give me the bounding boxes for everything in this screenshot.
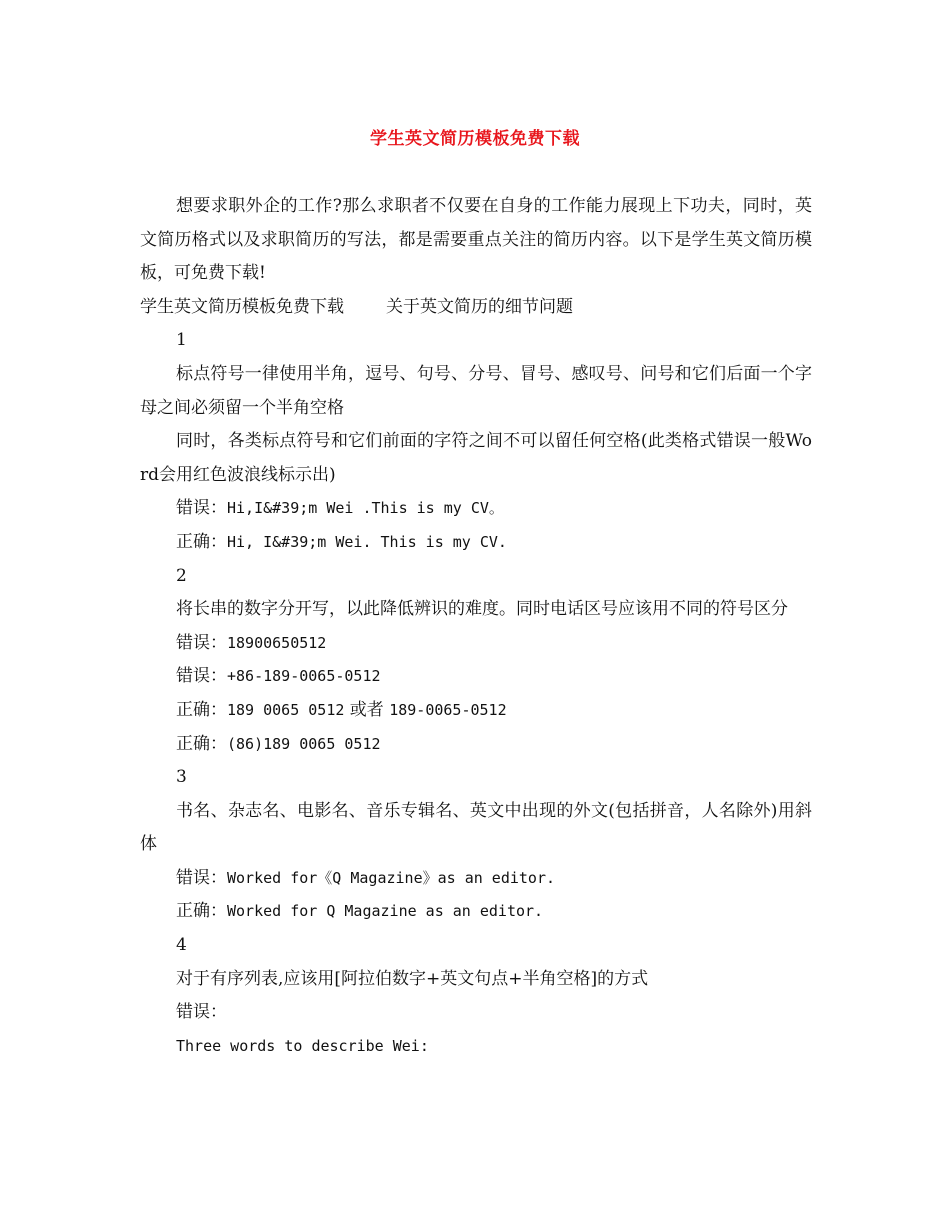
subtitle-gap [344, 291, 386, 325]
s1-right-example: Hi, I&#39;m Wei. This is my CV. [227, 532, 507, 551]
s3-wrong-line [140, 862, 812, 896]
s4-rule: 对于有序列表,应该用[阿拉伯数字+英文句点+半角空格]的方式 [176, 968, 649, 989]
s3-wrong-label: 错误： [176, 867, 227, 888]
s2-right1-example-a: 189 0065 0512 [227, 700, 345, 719]
item-number-4: 4 [176, 935, 187, 956]
item-number-1: 1 [176, 330, 187, 351]
s3-right-label: 正确： [176, 901, 227, 922]
s2-rule: 将长串的数字分开写，以此降低辨识的难度。同时电话区号应该用不同的符号区分 [176, 599, 788, 620]
s3-right-example: Worked for Q Magazine as an editor. [227, 902, 544, 921]
s3-right-line [140, 895, 812, 929]
s2-right1-or: 或者 [344, 699, 390, 720]
s2-wrong2-example: +86-189-0065-0512 [227, 667, 381, 686]
item-number-3: 3 [176, 767, 187, 788]
s1-right-label: 正确： [176, 531, 227, 552]
s4-example: Three words to describe Wei: [176, 1036, 429, 1055]
s2-wrong1-line [140, 627, 812, 661]
s2-right2-example: (86)189 0065 0512 [227, 734, 381, 753]
subtitle-row [140, 291, 812, 325]
s2-wrong2-label: 错误： [176, 666, 227, 687]
s2-right1-example-b: 189-0065-0512 [389, 700, 507, 719]
s2-right2-label: 正确： [176, 733, 227, 754]
s1-wrong-label: 错误： [176, 498, 227, 519]
s2-wrong1-label: 错误： [176, 632, 227, 653]
s1-wrong-line [140, 492, 812, 526]
subtitle-left: 学生英文简历模板免费下载 [140, 296, 344, 317]
s2-wrong2-line [140, 660, 812, 694]
s1-wrong-example: Hi,I&#39;m Wei .This is my CV。 [227, 499, 504, 518]
s2-right2-line [140, 728, 812, 762]
s2-right1-label: 正确： [176, 699, 227, 720]
s3-rule: 书名、杂志名、电影名、音乐专辑名、英文中出现的外文(包括拼音，人名除外)用斜体 [140, 800, 812, 855]
document-body [140, 190, 812, 1063]
subtitle-right: 关于英文简历的细节问题 [386, 296, 573, 317]
s2-right1-line [140, 694, 812, 728]
s4-example-line [140, 1030, 812, 1064]
s4-wrong-label: 错误： [176, 1002, 227, 1023]
s1-rule: 标点符号一律使用半角，逗号、句号、分号、冒号、感叹号、问号和它们后面一个字母之间必须留一个半角空格 [140, 363, 812, 418]
s3-wrong-example: Worked for《Q Magazine》as an editor. [227, 868, 556, 887]
s2-wrong1-example: 18900650512 [227, 633, 327, 652]
s1-right-line [140, 526, 812, 560]
item-number-2: 2 [176, 565, 187, 586]
s1-rule2: 同时，各类标点符号和它们前面的字符之间不可以留任何空格(此类格式错误一般Word会用红色波浪线标示出) [140, 431, 812, 485]
document-title: 学生英文简历模板免费下载 [370, 129, 580, 149]
intro-paragraph: 想要求职外企的工作?那么求职者不仅要在自身的工作能力展现上下功夫，同时，英文简历格式以及求职简历的写法，都是需要重点关注的简历内容。以下是学生英文简历模板，可免费下载! [140, 196, 812, 284]
